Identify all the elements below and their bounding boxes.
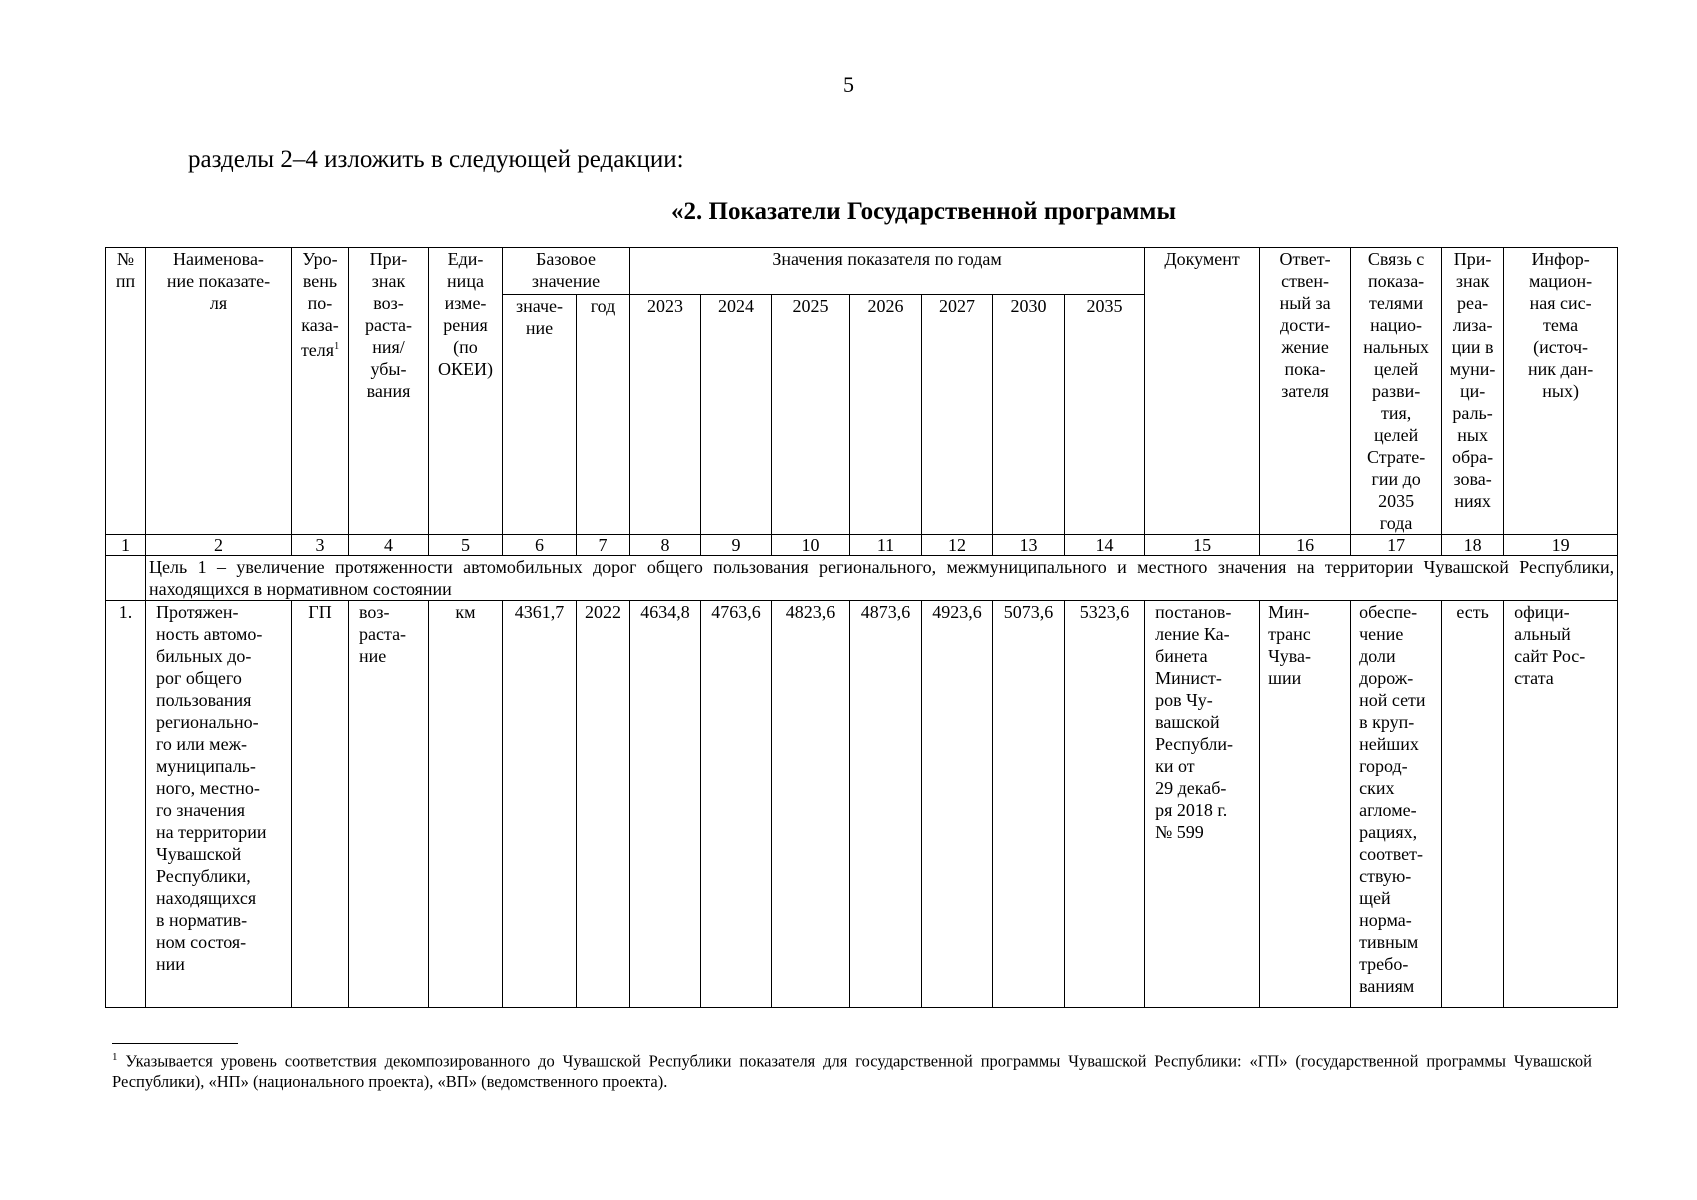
header-year: 2023 — [630, 295, 701, 535]
row-level: ГП — [292, 601, 349, 1008]
section-title: «2. Показатели Государственной программы — [671, 198, 1176, 225]
footnote-text: Указывается уровень соответствия декомпозированного до Чувашской Республики показателя для государственной программы Чувашской Республики: «ГП» (государственной программы Чувашской Республики), «НП» (национального проекта), «ВП» (ведомственного проекта). — [112, 1051, 1592, 1091]
header-unit: Еди- ница изме- рения (по ОКЕИ) — [429, 248, 503, 535]
column-number: 10 — [772, 535, 850, 556]
column-number: 12 — [922, 535, 993, 556]
header-year: 2024 — [701, 295, 772, 535]
header-level-text: Уро- вень по- каза- теля — [300, 249, 339, 360]
header-num: № пп — [106, 248, 146, 535]
column-number: 4 — [349, 535, 429, 556]
header-level — [292, 248, 349, 535]
column-number: 1 — [106, 535, 146, 556]
row-value: 4763,6 — [701, 601, 772, 1008]
row-source: офици- альный сайт Рос- стата — [1504, 601, 1618, 1008]
column-number: 16 — [1260, 535, 1351, 556]
column-number-row — [106, 535, 1618, 556]
footnote-ref: 1 — [334, 341, 340, 352]
table-row — [106, 601, 1618, 1008]
column-number: 6 — [503, 535, 577, 556]
header-municipal: При- знак реа- лиза- ции в муни- ци- pаль- ных обра- зова- ниях — [1442, 248, 1504, 535]
row-document: постанов- ление Ка- бинета Минист- ров Чу- вашской Республи- ки от 29 декаб- ря 2018 г. № 599 — [1145, 601, 1260, 1008]
header-year: 2035 — [1065, 295, 1145, 535]
column-number: 13 — [993, 535, 1065, 556]
header-base-year: год — [577, 295, 630, 535]
row-value: 4823,6 — [772, 601, 850, 1008]
row-unit: км — [429, 601, 503, 1008]
row-base-value: 4361,7 — [503, 601, 577, 1008]
column-number: 18 — [1442, 535, 1504, 556]
row-value: 5323,6 — [1065, 601, 1145, 1008]
page-number: 5 — [843, 72, 854, 97]
header-year: 2027 — [922, 295, 993, 535]
footnote-divider — [112, 1043, 238, 1044]
intro-text: разделы 2–4 изложить в следующей редакции: — [188, 146, 684, 173]
indicators-table — [105, 247, 1618, 1008]
header-years-group: Значения показателя по годам — [630, 248, 1145, 295]
header-row-1 — [106, 248, 1618, 295]
column-number: 19 — [1504, 535, 1618, 556]
row-sign: воз- раста- ние — [349, 601, 429, 1008]
header-year: 2030 — [993, 295, 1065, 535]
header-responsible: Ответ- ствен- ный за дости- жение пока- зателя — [1260, 248, 1351, 535]
header-sign: При- знак воз- раста- ния/ убы- вания — [349, 248, 429, 535]
row-num: 1. — [106, 601, 146, 1008]
row-value: 5073,6 — [993, 601, 1065, 1008]
column-number: 3 — [292, 535, 349, 556]
row-value: 4923,6 — [922, 601, 993, 1008]
goal-text: Цель 1 – увеличение протяженности автомобильных дорог общего пользования регионального, межмуниципального и местного значения на территории Чувашской Республики, находящихся в нормативном состоянии — [146, 556, 1618, 601]
column-number: 11 — [850, 535, 922, 556]
column-number: 9 — [701, 535, 772, 556]
row-indicator-name: Протяжен- ность автомо- бильных до- рог общего пользования регионально- го или меж- муниципаль- ного, местно- го значения на территории Чувашской Республики, находящихся в норматив- ном состоя- нии — [146, 601, 292, 1008]
column-number: 15 — [1145, 535, 1260, 556]
header-base-value: значе- ние — [503, 295, 577, 535]
row-link: обеспе- чение доли дорож- ной сети в круп- нейших город- ских агломе- рациях, соответ- ствую- щей норма- тивным требо- ваниям — [1351, 601, 1442, 1008]
header-name: Наименова- ние показате- ля — [146, 248, 292, 535]
row-municipal: есть — [1442, 601, 1504, 1008]
header-year: 2025 — [772, 295, 850, 535]
header-base-group: Базовое значение — [503, 248, 630, 295]
header-link: Связь с показа- телями нацио- нальных целей разви- тия, целей Страте- гии до 2035 года — [1351, 248, 1442, 535]
column-number: 17 — [1351, 535, 1442, 556]
header-document: Документ — [1145, 248, 1260, 535]
column-number: 14 — [1065, 535, 1145, 556]
goal-row — [106, 556, 1618, 601]
footnote-marker: 1 — [112, 1051, 118, 1063]
column-number: 8 — [630, 535, 701, 556]
row-base-year: 2022 — [577, 601, 630, 1008]
column-number: 5 — [429, 535, 503, 556]
column-number: 7 — [577, 535, 630, 556]
row-responsible: Мин- транс Чува- шии — [1260, 601, 1351, 1008]
goal-spacer — [106, 556, 146, 601]
row-value: 4634,8 — [630, 601, 701, 1008]
header-year: 2026 — [850, 295, 922, 535]
row-value: 4873,6 — [850, 601, 922, 1008]
header-source: Инфор- мацион- ная сис- тема (источ- ник дан- ных) — [1504, 248, 1618, 535]
footnote — [112, 1047, 1592, 1092]
column-number: 2 — [146, 535, 292, 556]
